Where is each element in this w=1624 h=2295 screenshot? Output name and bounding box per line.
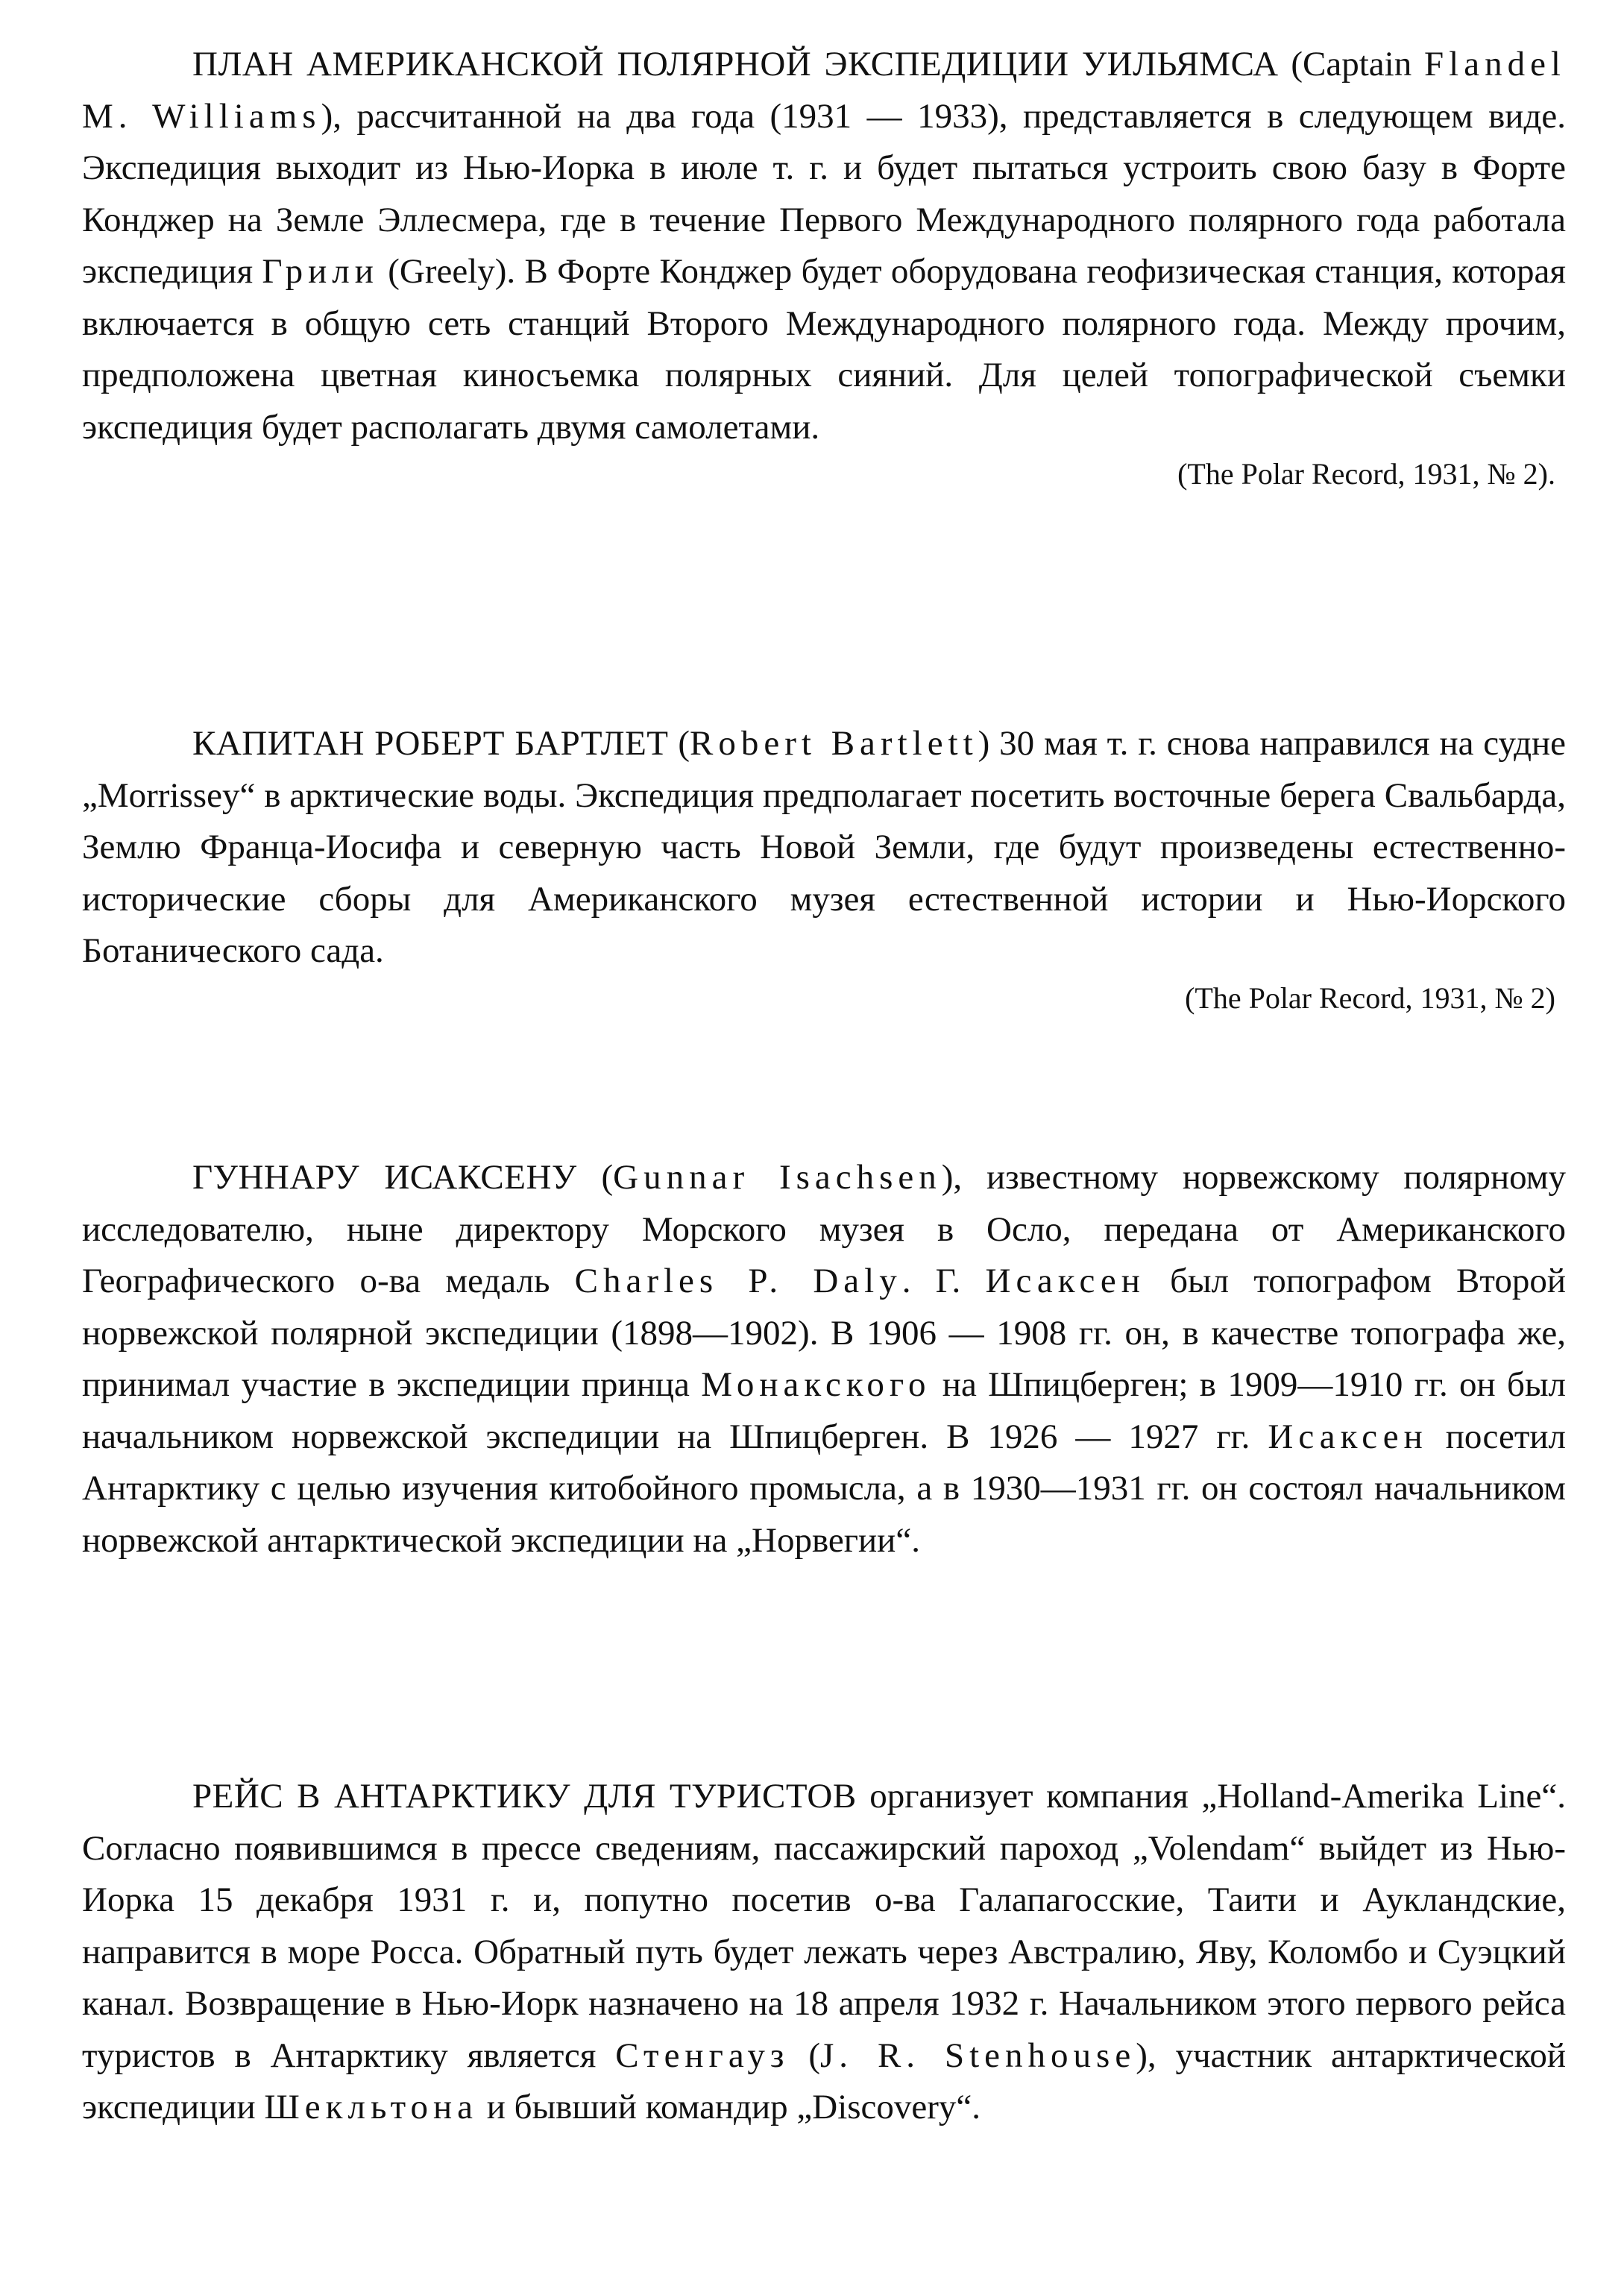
text-run: организует компания „Holland-Amerika Line“. Согласно появившимся в прессе сведениям, пассажирский пароход „Volendam“ выйдет из Нью-Иорка 15 декабря 1931 г. и, попутно посетив о-ва Галапагосские, Таити и Аукландские, направится в море Росса. Обратный путь будет лежать через Австралию, Яву, Коломбо и Суэцкий канал. Возвращение в Нью-Иорк назначено на 18 апреля 1932 г. Начальником этого первого рейса туристов в Антарктику является bbox=[82, 1777, 1567, 2075]
spaced-name: Шекльтона bbox=[264, 2088, 479, 2126]
spaced-name: Исаксен bbox=[985, 1262, 1145, 1300]
text-run: ), известному норвежскому полярному исследователю, ныне директору Морского музея в Осло, передана от Американского Географического о-ва медаль bbox=[82, 1158, 1566, 1300]
spaced-name: Charles P. Daly bbox=[574, 1262, 902, 1300]
text-run: был топографом Второй норвежской полярной экспедиции (1898—1902). В 1906 — 1908 гг. он, в качестве топографа же, принимал участие в экспедиции принца bbox=[82, 1262, 1566, 1404]
text-run: и бывший командир „Discovery“. bbox=[478, 2088, 981, 2126]
spaced-name: Gunnar Isachsen bbox=[613, 1158, 942, 1197]
text-run: ), участник антарктической экспедиции bbox=[82, 2036, 1566, 2126]
text-run: . Г. bbox=[901, 1262, 986, 1300]
news-item-paragraph bbox=[82, 1771, 1566, 2134]
news-item-isachsen bbox=[82, 1152, 1566, 1567]
news-item-paragraph bbox=[82, 1152, 1566, 1567]
text-run: ( bbox=[668, 724, 690, 763]
news-item-williams-expedition bbox=[82, 39, 1566, 495]
spaced-name: Исаксен bbox=[1268, 1417, 1428, 1456]
source-citation: (The Polar Record, 1931, № 2) bbox=[1185, 980, 1555, 1015]
source-citation: (The Polar Record, 1931, № 2). bbox=[1177, 457, 1555, 491]
item-heading: ГУННАРУ ИСАКСЕНУ bbox=[192, 1158, 577, 1197]
news-item-antarctic-cruise bbox=[82, 1771, 1566, 2134]
text-run: (Captain bbox=[1278, 45, 1425, 84]
text-run: посетил Антарктику с целью изучения китобойного промысла, а в 1930—1931 гг. он состоял начальником норвежской антарктической экспедиции на „Норвегии“. bbox=[82, 1417, 1566, 1560]
text-run: (Greely). В Форте Конджер будет оборудована геофизическая станция, которая включается в общую сеть станций Второго Международного полярного года. Между прочим, предположена цветная киносъемка полярных сияний. Для целей топографической съемки экспедиция будет располагать двумя самолетами. bbox=[82, 252, 1566, 447]
text-run: ), рассчитанной на два года (1931 — 1933), представляется в следующем виде. Экспедиция выходит из Нью-Иорка в июле т. г. и будет пытаться устроить свою базу в Форте Конджер на Земле Эллесмера, где в течение Первого Международного полярного года работала экспедиция bbox=[82, 96, 1566, 291]
spaced-name: Монакского bbox=[701, 1365, 931, 1404]
news-item-paragraph bbox=[82, 39, 1566, 453]
spaced-name: J. R. Stenhouse bbox=[819, 2036, 1136, 2075]
news-item-paragraph bbox=[82, 718, 1566, 978]
spaced-name: Robert Bartlett bbox=[689, 724, 978, 763]
item-heading: ПЛАН АМЕРИКАНСКОЙ ПОЛЯРНОЙ ЭКСПЕДИЦИИ УИЛЬЯМСА bbox=[192, 45, 1279, 84]
item-heading: КАПИТАН РОБЕРТ БАРТЛЕТ bbox=[192, 724, 669, 763]
text-run: ( bbox=[789, 2036, 820, 2075]
text-run: ( bbox=[576, 1158, 614, 1197]
text-run: ) 30 мая т. г. снова направился на судне „Morrissey“ в арктические воды. Экспедиция предполагает посетить восточные берега Свальбарда, Землю Франца-Иосифа и северную часть Новой Земли, где будут произведены естественно-исторические сборы для Американского музея естественной истории и Нью-Иорского Ботанического сада. bbox=[82, 724, 1567, 970]
spaced-name: Flandel M. Williams bbox=[82, 45, 1566, 136]
spaced-name: Грили bbox=[262, 252, 379, 291]
spaced-name: Стенгауз bbox=[615, 2036, 790, 2075]
item-heading: РЕЙС В АНТАРКТИКУ ДЛЯ ТУРИСТОВ bbox=[192, 1777, 857, 1816]
text-run: на Шпицберген; в 1909—1910 гг. он был начальником норвежской экспедиции на Шпицберген. В 1926 — 1927 гг. bbox=[82, 1365, 1567, 1456]
news-item-bartlett bbox=[82, 718, 1566, 1019]
